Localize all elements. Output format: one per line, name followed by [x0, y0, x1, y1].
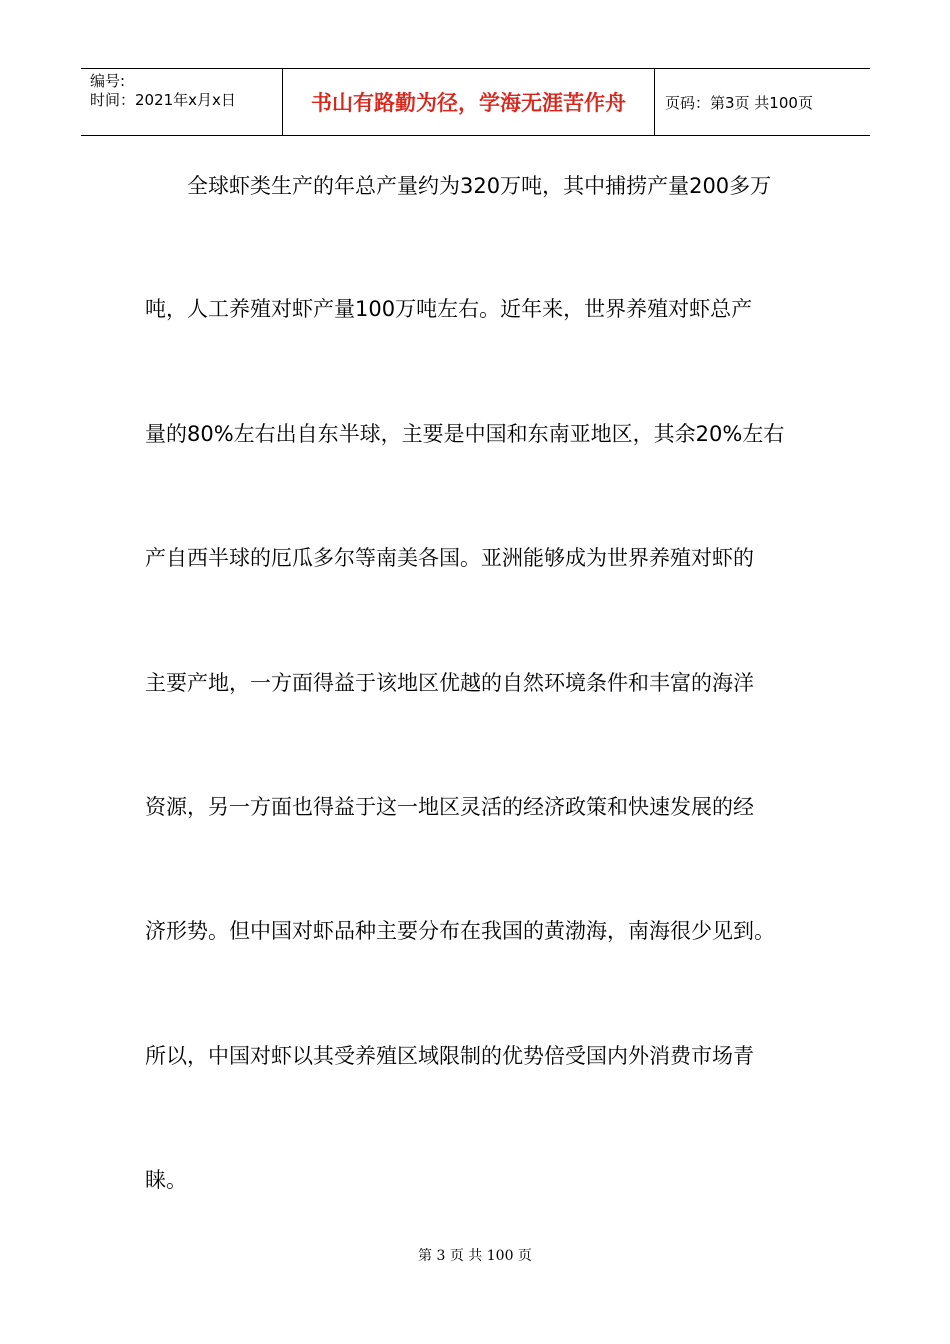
body-paragraph-line: 睐。	[145, 1168, 187, 1192]
document-number-label: 编号:	[90, 72, 126, 90]
document-date-label: 时间：2021年x月x日	[90, 91, 236, 109]
body-paragraph-line: 产自西半球的厄瓜多尔等南美各国。亚洲能够成为世界养殖对虾的	[145, 546, 754, 570]
body-paragraph-line: 全球虾类生产的年总产量约为320万吨，其中捕捞产量200多万	[187, 174, 772, 198]
body-paragraph-line: 济形势。但中国对虾品种主要分布在我国的黄渤海，南海很少见到。	[145, 919, 775, 943]
page-footer: 第 3 页 共 100 页	[418, 1248, 532, 1264]
header-page-cell	[655, 69, 870, 135]
header-meta-cell	[81, 69, 282, 135]
document-header	[81, 68, 870, 136]
header-motto: 书山有路勤为径，学海无涯苦作舟	[311, 91, 626, 115]
header-motto-cell	[283, 69, 654, 135]
body-paragraph-line: 资源，另一方面也得益于这一地区灵活的经济政策和快速发展的经	[145, 795, 754, 819]
body-paragraph-line: 吨，人工养殖对虾产量100万吨左右。近年来，世界养殖对虾总产	[145, 297, 753, 321]
header-page-info: 页码：第3页 共100页	[665, 94, 813, 112]
body-paragraph-line: 主要产地，一方面得益于该地区优越的自然环境条件和丰富的海洋	[145, 671, 754, 695]
body-paragraph-line: 所以，中国对虾以其受养殖区域限制的优势倍受国内外消费市场青	[145, 1044, 754, 1068]
body-paragraph-line: 量的80%左右出自东半球，主要是中国和东南亚地区，其余20%左右	[145, 422, 785, 446]
